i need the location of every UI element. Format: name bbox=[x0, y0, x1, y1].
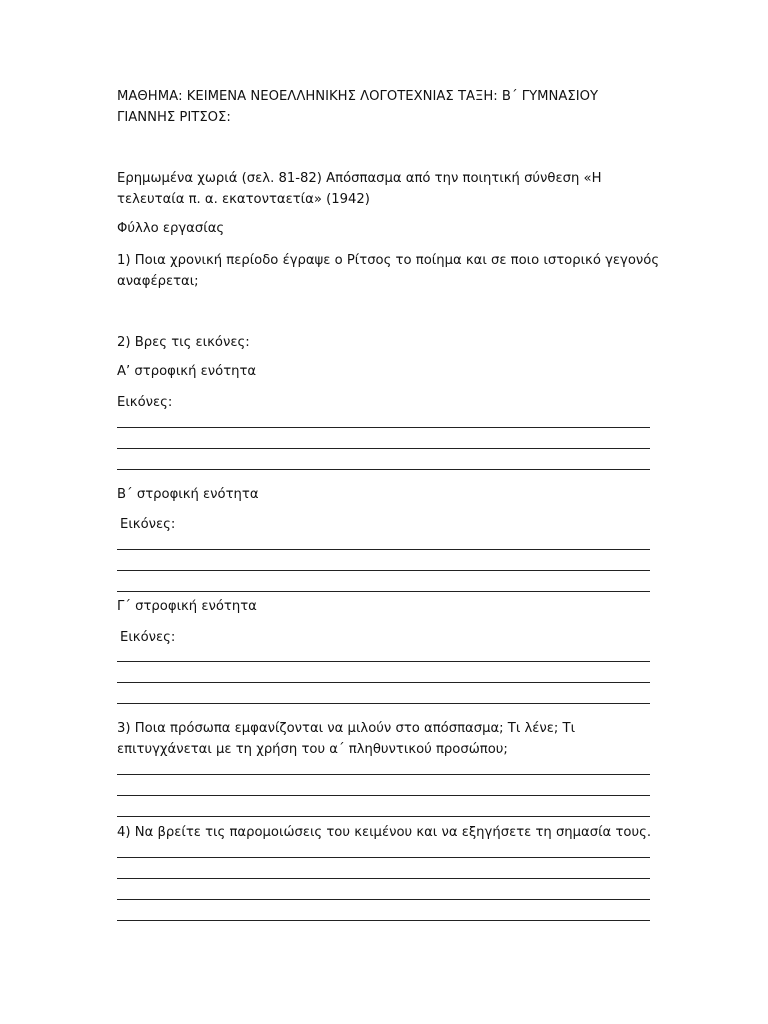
header-subject-line: ΜΑΘΗΜΑ: ΚΕΙΜΕΝΑ ΝΕΟΕΛΛΗΝΙΚΗΣ ΛΟΓΟΤΕΧΝΙΑΣ ΤΑΞΗ: Β΄ ΓΥΜΝΑΣΙΟΥ bbox=[117, 89, 599, 104]
header-author-line: ΓΙΑΝΝΗΣ ΡΙΤΣΟΣ: bbox=[117, 110, 231, 125]
question-3-line-1: 3) Ποια πρόσωπα εμφανίζονται να μιλούν στο απόσπασμα; Τι λένε; Τι bbox=[117, 721, 576, 736]
answer-line[interactable] bbox=[117, 469, 650, 470]
section-c-heading: Γ΄ στροφική ενότητα bbox=[117, 599, 257, 614]
question-3-line-2: επιτυγχάνεται με τη χρήση του α΄ πληθυντικού προσώπου; bbox=[117, 742, 508, 757]
intro-title-line-2: τελευταία π. α. εκατονταετία» (1942) bbox=[117, 192, 370, 207]
section-a-heading: Α’ στροφική ενότητα bbox=[117, 364, 257, 379]
answer-line[interactable] bbox=[117, 570, 650, 571]
question-2-title: 2) Βρες τις εικόνες: bbox=[117, 335, 250, 350]
section-b-heading: Β΄ στροφική ενότητα bbox=[117, 487, 259, 502]
answer-line[interactable] bbox=[117, 816, 650, 817]
question-1-line-2: αναφέρεται; bbox=[117, 274, 199, 289]
answer-line[interactable] bbox=[117, 795, 650, 796]
section-a-images-label: Εικόνες: bbox=[117, 395, 173, 410]
answer-line[interactable] bbox=[117, 878, 650, 879]
answer-line[interactable] bbox=[117, 661, 650, 662]
question-4-line-1: 4) Να βρείτε τις παρομοιώσεις του κειμένου και να εξηγήσετε τη σημασία τους. bbox=[117, 825, 652, 840]
answer-line[interactable] bbox=[117, 427, 650, 428]
answer-line[interactable] bbox=[117, 682, 650, 683]
answer-line[interactable] bbox=[117, 899, 650, 900]
answer-line[interactable] bbox=[117, 591, 650, 592]
answer-line[interactable] bbox=[117, 703, 650, 704]
section-c-images-label: Εικόνες: bbox=[120, 630, 176, 645]
answer-line[interactable] bbox=[117, 549, 650, 550]
section-b-images-label: Εικόνες: bbox=[120, 517, 176, 532]
question-1-line-1: 1) Ποια χρονική περίοδο έγραψε ο Ρίτσος το ποίημα και σε ποιο ιστορικό γεγονός bbox=[117, 253, 660, 268]
answer-line[interactable] bbox=[117, 448, 650, 449]
answer-line[interactable] bbox=[117, 774, 650, 775]
intro-title-line: Ερημωμένα χωριά (σελ. 81-82) Απόσπασμα από την ποιητική σύνθεση «Η bbox=[117, 171, 602, 186]
worksheet-label: Φύλλο εργασίας bbox=[117, 221, 225, 236]
answer-line[interactable] bbox=[117, 920, 650, 921]
answer-line[interactable] bbox=[117, 857, 650, 858]
